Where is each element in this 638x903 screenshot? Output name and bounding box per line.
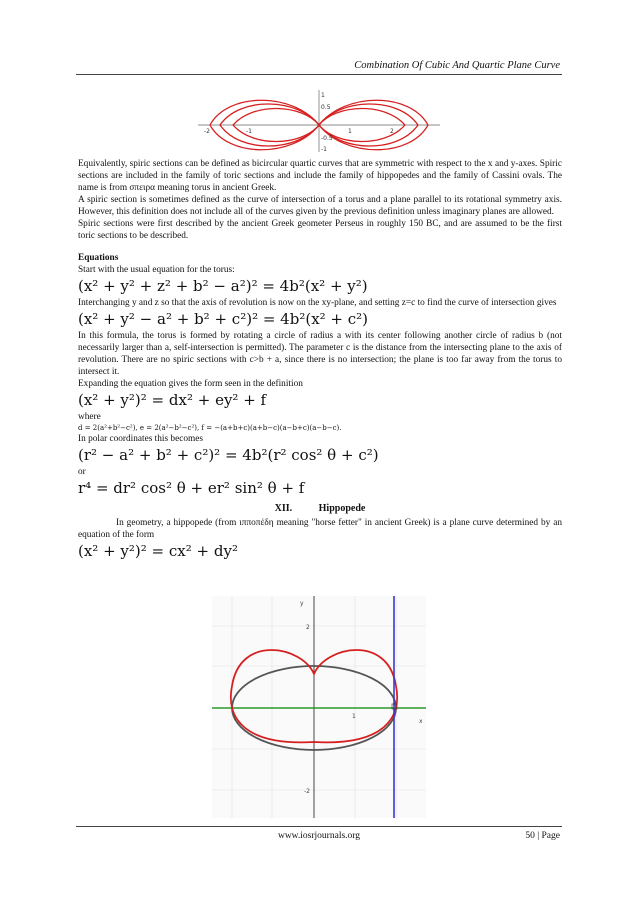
hippopede-text: In geometry, a hippopede (from ιπποπέδη meaning "horse fetter" in ancient Greek) is a plane curve determined by an equation of the form (78, 518, 562, 540)
equation-torus: (x² + y² + z² + b² − a²)² = 4b²(x² + y²) (78, 277, 368, 295)
equation-intersection: (x² + y² − a² + b² + c²)² = 4b²(x² + c²) (78, 310, 369, 328)
equation-polar-2: r⁴ = dr² cos² θ + er² sin² θ + f (78, 479, 305, 497)
formula-text: In this formula, the torus is formed by rotating a circle of radius a with its center following another circle of radius b (not necessarily larger than a, self-intersection is permitted). The parameter c is the distance from the intersecting plane to the axis of revolution. There are no spiric sections with c>b + a, since there is no intersection; the plane is too far away from the torus to intersect it. (78, 331, 562, 377)
paragraph: Equivalently, spiric sections can be defined as bicircular quartic curves that are symmetric with respect to the x and y-axes. Spiric sections are included in the family of toric sections and include the family of hippopedes and the family of Cassini ovals. The name is from σπειρα meaning torus in ancient Greek. (78, 159, 562, 193)
section-title (78, 503, 562, 515)
footer-url: www.iosrjournals.org (277, 831, 361, 841)
running-title: Combination Of Cubic And Quartic Plane Curve (354, 60, 560, 71)
tick-label: 2 (390, 128, 394, 135)
equations-heading: Equations (78, 253, 119, 263)
where-label: where (78, 412, 101, 422)
equation-polar-1: (r² − a² + b² + c²)² = 4b²(r² cos² θ + c²) (78, 446, 379, 464)
tick-label: 1 (352, 713, 356, 720)
footer-rule (76, 826, 562, 827)
paragraph: A spiric section is sometimes defined as the curve of intersection of a torus and a plane parallel to its rotational symmetry axis. However, this definition does not include all of the curves given by the previous definition unless imaginary planes are allowed. (78, 195, 562, 217)
tick-label: -2 (204, 128, 210, 135)
tick-label: -2 (304, 788, 310, 795)
tick-label: 1 (348, 128, 352, 135)
header-rule (76, 74, 562, 75)
paragraph: Spiric sections were first described by the ancient Greek geometer Perseus in roughly 150 BC, and are assumed to be the first toric sections to be described. (78, 219, 562, 241)
section-name: Hippopede (318, 503, 366, 514)
body-text (78, 158, 562, 562)
torus-intro: Start with the usual equation for the torus: (78, 265, 235, 275)
polar-text: In polar coordinates this becomes (78, 434, 203, 444)
section-number: XII. (274, 503, 293, 514)
axis-label-y: y (300, 600, 304, 607)
tick-label: -0.5 (321, 135, 333, 142)
figure-spiric-plot (198, 88, 440, 154)
expanding-text: Expanding the equation gives the form seen in the definition (78, 379, 303, 389)
figure-hippopede-plot (212, 596, 426, 818)
tick-label: 0.5 (321, 104, 331, 111)
equation-coefficients: d = 2(a²+b²−c²), e = 2(a²−b²−c²), f = −(a+b+c)(a+b−c)(a−b+c)(a−b−c). (78, 424, 342, 432)
interchange-text: Interchanging y and z so that the axis of revolution is now on the xy-plane, and setting z=c to find the curve of intersection gives (78, 298, 557, 308)
or-label: or (78, 467, 86, 477)
footer-page-number: 50 | Page (525, 831, 560, 841)
axis-label-x: x (419, 718, 423, 725)
tick-label: -1 (321, 146, 327, 153)
equation-hippopede: (x² + y²)² = cx² + dy² (78, 542, 238, 560)
tick-label: -1 (246, 128, 252, 135)
equation-expanded: (x² + y²)² = dx² + ey² + f (78, 391, 267, 409)
tick-label: 2 (306, 624, 310, 631)
tick-label: 1 (321, 92, 325, 99)
